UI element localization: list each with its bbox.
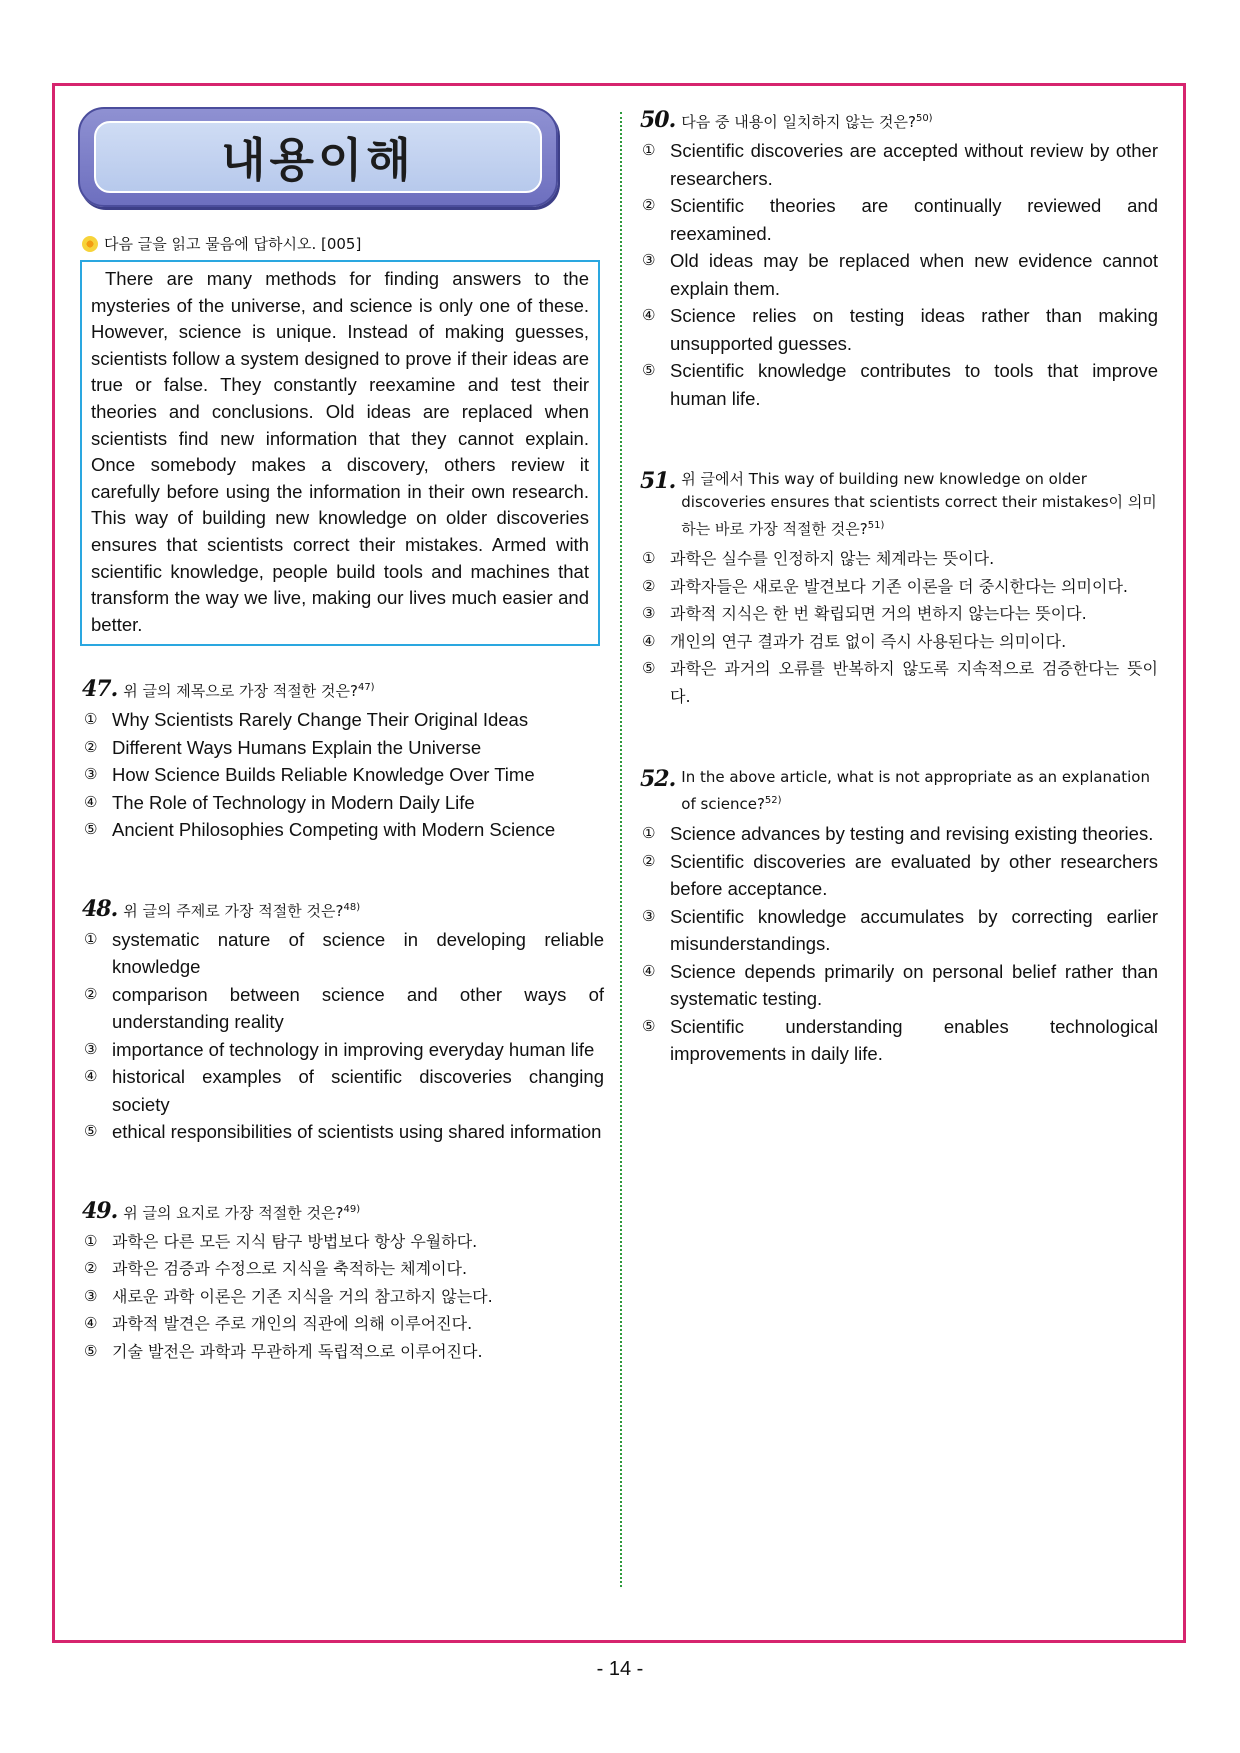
choice-item[interactable]: ③ Scientific knowledge accumulates by correcting earlier misunderstandings. <box>642 905 1158 954</box>
question-number: 52. <box>640 766 676 792</box>
choice-item[interactable]: ② 과학은 검증과 수정으로 지식을 축적하는 체계이다. <box>84 1259 468 1279</box>
section-title: 내용이해 <box>221 133 415 187</box>
question-49 <box>82 1198 604 1366</box>
choice-item[interactable]: ② Scientific discoveries are evaluated by other researchers before acceptance. <box>642 850 1158 899</box>
choice-item[interactable]: ① Why Scientists Rarely Change Their Original Ideas <box>84 709 529 731</box>
question-prompt: 다음 중 내용이 일치하지 않는 것은?$^{50)}$ <box>681 113 933 131</box>
choice-list <box>82 926 604 1146</box>
question-prompt: In the above article, what is not appropriate as an explanation of science?$^{52)}$ <box>681 768 1150 813</box>
question-48 <box>82 896 604 1146</box>
choice-item[interactable]: ① Scientific discoveries are accepted without review by other researchers. <box>642 140 1158 189</box>
choice-item[interactable]: ⑤ Scientific knowledge contributes to tools that improve human life. <box>642 360 1158 409</box>
question-header <box>82 676 604 702</box>
footnote-ref: 48) <box>343 901 361 913</box>
choice-item[interactable]: ③ How Science Builds Reliable Knowledge Over Time <box>84 764 535 786</box>
question-prompt: 위 글의 주제로 가장 적절한 것은?$^{48)}$ <box>123 901 361 920</box>
question-header <box>82 1198 604 1224</box>
flower-icon <box>82 236 98 252</box>
choice-item[interactable]: ① 과학은 다른 모든 지식 탐구 방법보다 항상 우월하다. <box>84 1231 478 1251</box>
choice-list <box>640 137 1158 412</box>
choice-item[interactable]: ③ importance of technology in improving everyday human life <box>84 1038 595 1060</box>
question-header <box>82 896 604 922</box>
instruction-text: 다음 글을 읽고 물음에 답하시오. [005] <box>104 235 362 253</box>
question-number: 47. <box>82 676 118 703</box>
right-column <box>640 107 1158 1068</box>
question-header <box>640 468 1158 541</box>
choice-item[interactable]: ⑤ Ancient Philosophies Competing with Modern Science <box>84 819 556 841</box>
reading-passage: There are many methods for finding answers to the mysteries of the universe, and science is only one of these. However, science is unique. Instead of making guesses, scientists follow a system designed to prove if their ideas are true or false. They constantly reexamine and test their theories and conclusions. Old ideas are replaced when scientists find new information that they cannot explain. Once somebody makes a discovery, others review it carefully before using the information in their own research. This way of building new knowledge on older discoveries ensures that scientists correct their mistakes. Armed with scientific knowledge, people build tools and machines that transform the way we live, making our lives much easier and better. <box>80 260 600 646</box>
question-number: 49. <box>82 1197 118 1224</box>
footnote-ref: 49) <box>343 1203 361 1215</box>
question-52 <box>640 766 1158 1068</box>
question-prompt: 위 글의 제목으로 가장 적절한 것은?$^{47)}$ <box>123 682 375 701</box>
choice-item[interactable]: ④ 과학적 발견은 주로 개인의 직관에 의해 이루어진다. <box>84 1314 473 1334</box>
choice-item[interactable]: ② Scientific theories are continually reviewed and reexamined. <box>642 195 1158 244</box>
choice-list <box>82 706 604 844</box>
question-prompt: 위 글에서 This way of building new knowledge on older discoveries ensures that scientists correct their mistakes이 의미하는 바로 가장 적절한 것은?$^{51)}$ <box>681 470 1157 538</box>
choice-item[interactable]: ① 과학은 실수를 인정하지 않는 체계라는 뜻이다. <box>642 549 995 568</box>
choice-item[interactable]: ② Different Ways Humans Explain the Universe <box>84 736 482 758</box>
choice-item[interactable]: ① Science advances by testing and revising existing theories. <box>642 823 1154 844</box>
choice-item[interactable]: ④ historical examples of scientific discoveries changing society <box>84 1066 604 1115</box>
question-number: 48. <box>82 895 118 922</box>
choice-list <box>640 545 1158 710</box>
question-number: 51. <box>640 468 676 494</box>
choice-item[interactable]: ④ Science depends primarily on personal belief rather than systematic testing. <box>642 960 1158 1009</box>
column-divider <box>620 112 622 1587</box>
choice-item[interactable]: ③ Old ideas may be replaced when new evidence cannot explain them. <box>642 250 1158 299</box>
choice-item[interactable]: ① systematic nature of science in developing reliable knowledge <box>84 928 604 978</box>
choice-item[interactable]: ② comparison between science and other ways of understanding reality <box>84 983 604 1033</box>
choice-item[interactable]: ④ Science relies on testing ideas rather than making unsupported guesses. <box>642 305 1158 354</box>
question-51 <box>640 468 1158 710</box>
question-number: 50. <box>640 107 676 133</box>
page-number: - 14 - <box>596 1658 644 1680</box>
choice-item[interactable]: ③ 새로운 과학 이론은 기존 지식을 거의 참고하지 않는다. <box>84 1286 493 1306</box>
choice-item[interactable]: ② 과학자들은 새로운 발견보다 기존 이론을 더 중시한다는 의미이다. <box>642 576 1129 596</box>
choice-item[interactable]: ⑤ 기술 발전은 과학과 무관하게 독립적으로 이루어진다. <box>84 1341 483 1361</box>
choice-list <box>640 820 1158 1068</box>
choice-item[interactable]: ④ The Role of Technology in Modern Daily Life <box>84 791 475 813</box>
section-banner-inner <box>94 121 542 193</box>
choice-item[interactable]: ⑤ 과학은 과거의 오류를 반복하지 않도록 지속적으로 검증한다는 뜻이다. <box>642 659 1158 706</box>
question-47 <box>82 676 604 844</box>
choice-list <box>82 1228 604 1366</box>
choice-item[interactable]: ⑤ Scientific understanding enables technological improvements in daily life. <box>642 1015 1158 1064</box>
choice-item[interactable]: ③ 과학적 지식은 한 번 확립되면 거의 변하지 않는다는 뜻이다. <box>642 604 1087 623</box>
choice-item[interactable]: ⑤ ethical responsibilities of scientists using shared information <box>84 1121 602 1143</box>
question-header <box>640 107 1158 133</box>
question-prompt: 위 글의 요지로 가장 적절한 것은?$^{49)}$ <box>123 1203 361 1222</box>
instruction <box>82 233 604 254</box>
section-banner <box>78 107 558 207</box>
footnote-ref: 52) <box>764 795 782 806</box>
footnote-ref: 51) <box>867 520 885 531</box>
choice-item[interactable]: ④ 개인의 연구 결과가 검토 없이 즉시 사용된다는 의미이다. <box>642 631 1067 651</box>
footnote-ref: 47) <box>357 682 375 694</box>
left-column <box>82 107 604 1365</box>
question-50 <box>640 107 1158 412</box>
question-header <box>640 766 1158 816</box>
footnote-ref: 50) <box>915 113 933 124</box>
